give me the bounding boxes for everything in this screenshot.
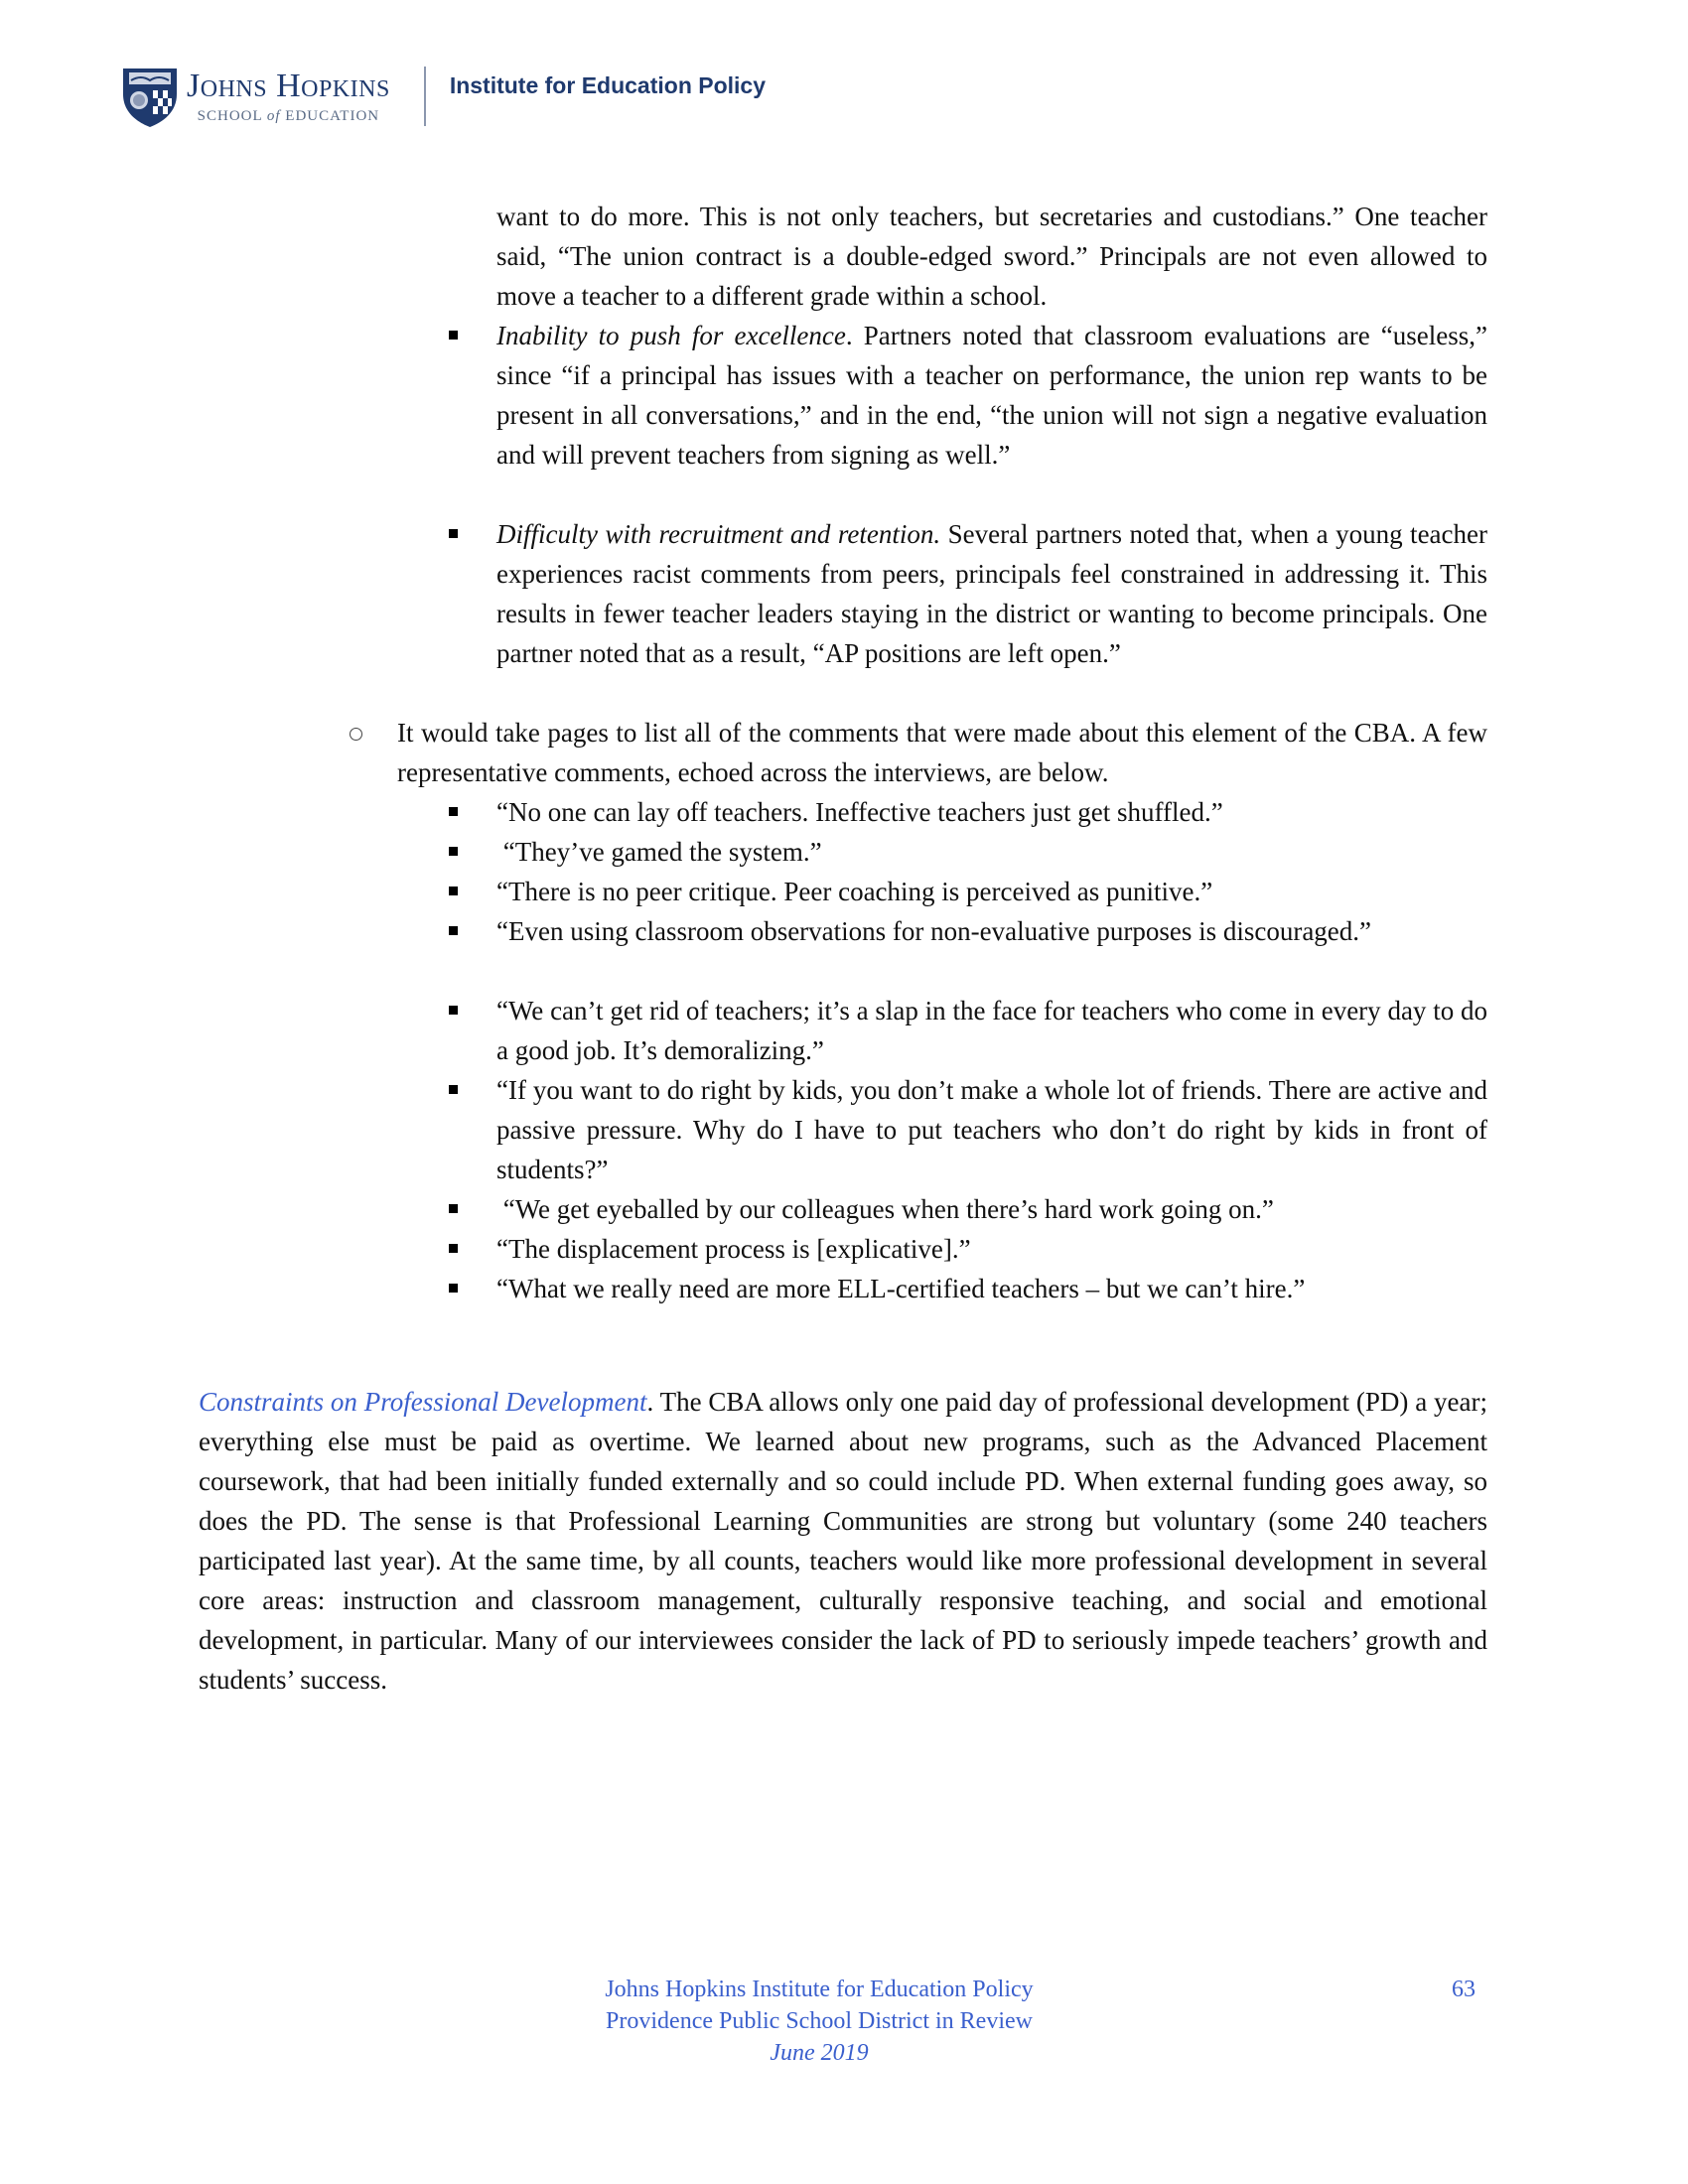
page-number: 63 <box>1452 1977 1476 2002</box>
square-bullet-icon <box>449 1244 458 1253</box>
square-bullet-icon <box>449 1204 458 1213</box>
representative-comments-intro: It would take pages to list all of the comments that were made about this element of the CBA. A few representative comments, echoed across the interviews, are below. <box>397 718 1487 787</box>
section-heading: Constraints on Professional Development <box>199 1387 647 1417</box>
footer-institute: Johns Hopkins Institute for Education Policy <box>605 1977 1034 2002</box>
square-bullet-icon <box>449 887 458 895</box>
square-bullet-icon <box>449 1284 458 1293</box>
quote-item: “We can’t get rid of teachers; it’s a slap in the face for teachers who come in every day to do a good job. It’s demoralizing.” <box>496 996 1487 1065</box>
school-name: SCHOOL of EDUCATION <box>197 107 380 124</box>
quote-item: “There is no peer critique. Peer coaching is perceived as punitive.” <box>496 877 1213 906</box>
quote-item: “No one can lay off teachers. Ineffective teachers just get shuffled.” <box>496 797 1223 827</box>
header-divider <box>424 67 426 126</box>
square-bullet-icon <box>449 926 458 935</box>
square-bullet-icon <box>449 1006 458 1015</box>
square-bullet-icon <box>449 807 458 816</box>
circle-bullet-icon <box>350 728 362 741</box>
quote-item: “They’ve gamed the system.” <box>496 837 822 867</box>
professional-development-paragraph: Constraints on Professional Development. The CBA allows only one paid day of professional development (PD) a year; everything else must be paid as overtime. We learned about new programs, such as the Advanced Placement coursework, that had been initially funded externally and so could include PD. When external funding goes away, so does the PD. The sense is that Professional Learning Communities are strong but voluntary (some 240 teachers participated last year). At the same time, by all counts, teachers would like more professional development in several core areas: instruction and classroom management, culturally responsive teaching, and social and emotional development, in particular. Many of our interviewees consider the lack of PD to seriously impede teachers’ growth and students’ success. <box>199 1387 1487 1695</box>
university-name: Johns Hopkins <box>187 67 390 104</box>
bullet-inability: Inability to push for excellence. Partners noted that classroom evaluations are “useless,” since “if a principal has issues with a teacher on performance, the union rep wants to be present in all conversations,” and in the end, “the union will not sign a negative evaluation and will prevent teachers from signing as well.” <box>496 321 1488 470</box>
page-header <box>121 62 766 131</box>
page-footer <box>521 1974 1117 2069</box>
quote-item: “What we really need are more ELL-certified teachers – but we can’t hire.” <box>496 1274 1306 1303</box>
continuation-paragraph: want to do more. This is not only teachers, but secretaries and custodians.” One teacher said, “The union contract is a double-edged sword.” Principals are not even allowed to move a teacher to a different grade within a school. <box>496 202 1487 311</box>
jhu-shield-icon <box>121 65 179 128</box>
institute-name: Institute for Education Policy <box>449 71 767 98</box>
footer-date: June 2019 <box>770 2040 869 2066</box>
quote-item: “If you want to do right by kids, you don’t make a whole lot of friends. There are active and passive pressure. Why do I have to put teachers who don’t do right by kids in front of students?” <box>496 1075 1487 1184</box>
quote-item: “We get eyeballed by our colleagues when there’s hard work going on.” <box>496 1194 1274 1224</box>
quote-item: “The displacement process is [explicative].” <box>496 1234 971 1264</box>
footer-report-title: Providence Public School District in Review <box>606 2008 1033 2034</box>
square-bullet-icon <box>449 529 458 538</box>
square-bullet-icon <box>449 847 458 856</box>
square-bullet-icon <box>449 331 458 340</box>
jhu-wordmark <box>187 68 390 125</box>
quote-item: “Even using classroom observations for non-evaluative purposes is discouraged.” <box>496 916 1372 946</box>
bullet-recruitment: Difficulty with recruitment and retention. Several partners noted that, when a young teacher experiences racist comments from peers, principals feel constrained in addressing it. This results in fewer teacher leaders staying in the district or wanting to become principals. One partner noted that as a result, “AP positions are left open.” <box>496 519 1487 668</box>
square-bullet-icon <box>449 1085 458 1094</box>
